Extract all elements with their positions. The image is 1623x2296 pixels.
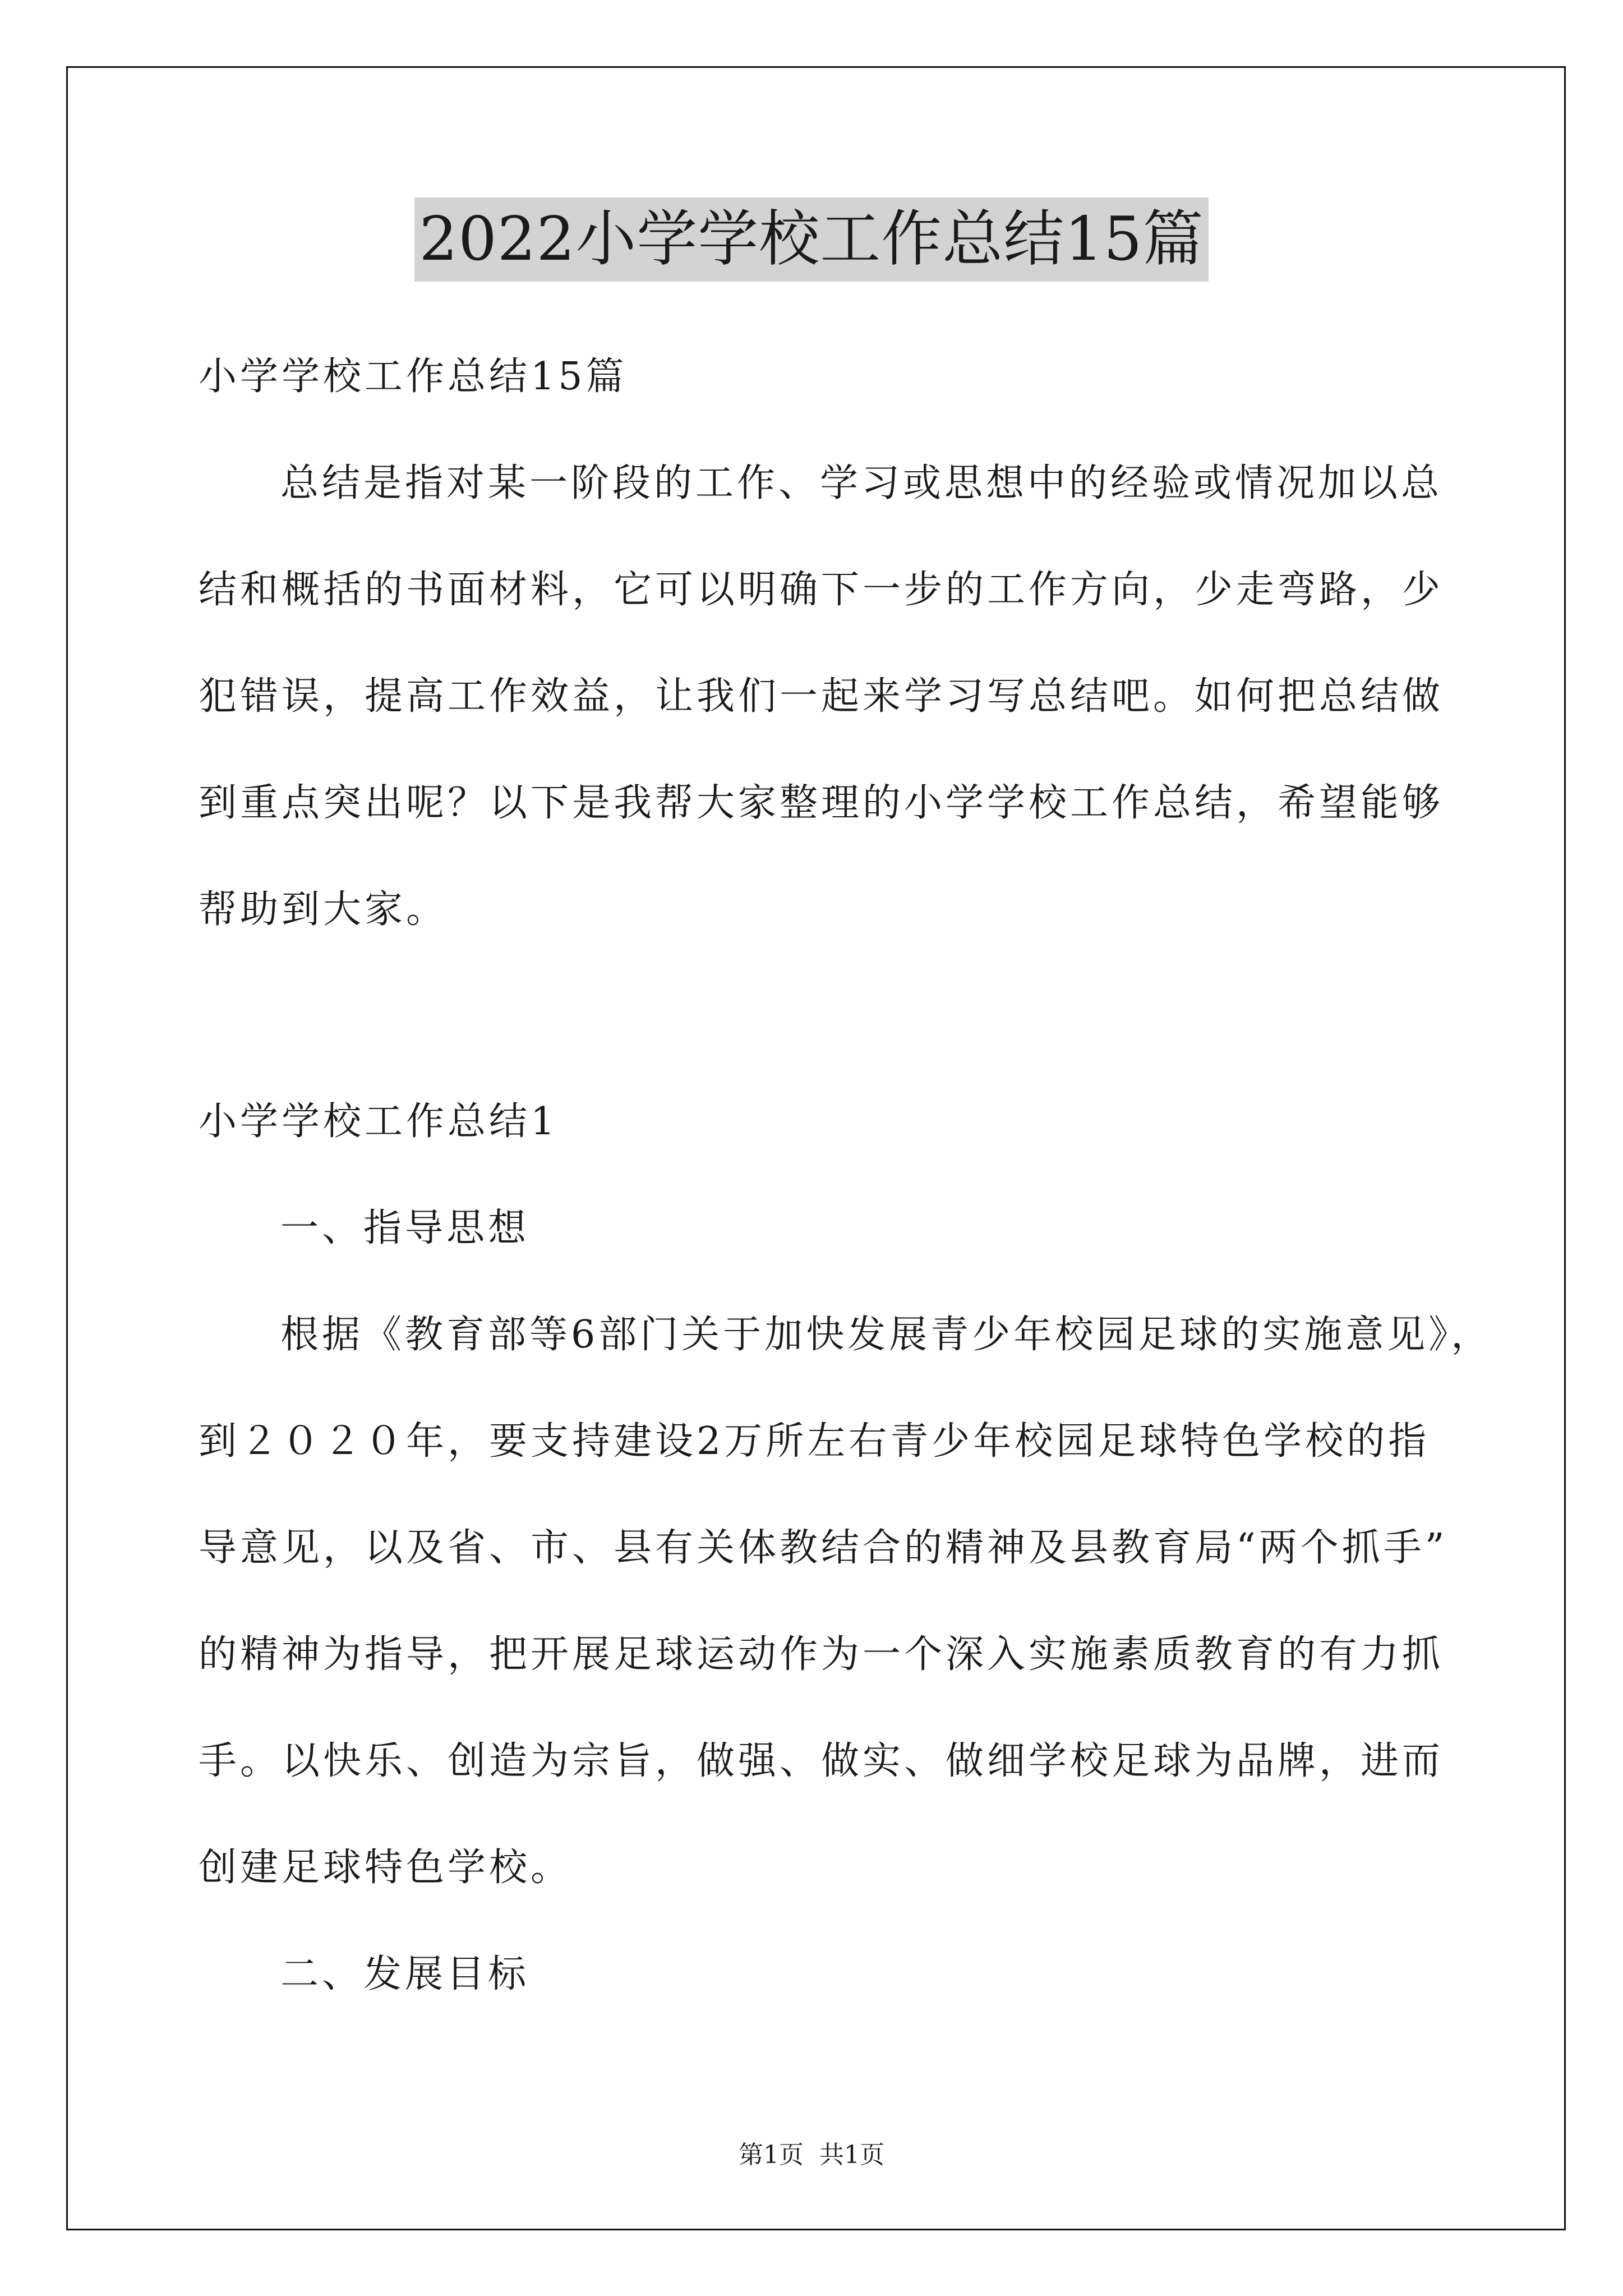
part1-line-5: 手。以快乐、创造为宗旨，做强、做实、做细学校足球为品牌，进而 [199,1739,1444,1783]
document-title: 2022小学学校工作总结15篇 [414,197,1208,282]
intro-line-3: 犯错误，提高工作效益，让我们一起来学习写总结吧。如何把总结做 [199,674,1444,719]
part1-line-4: 的精神为指导，把开展足球运动作为一个深入实施素质教育的有力抓 [199,1632,1444,1677]
part1-line-2: 到２０２０年，要支持建设2万所左右青少年校园足球特色学校的指 [199,1419,1430,1464]
part2-heading: 二、发展目标 [280,1952,530,1996]
intro-line-1: 总结是指对某一阶段的工作、学习或思想中的经验或情况加以总 [280,461,1443,505]
part1-heading: 一、指导思想 [280,1206,530,1250]
part1-line-3: 导意见，以及省、市、县有关体教结合的精神及县教育局“两个抓手” [199,1526,1448,1570]
page-total: 共1页 [819,2141,884,2169]
intro-line-2: 结和概括的书面材料，它可以明确下一步的工作方向，少走弯路，少 [199,568,1444,612]
title-container [0,197,1623,282]
document-subtitle: 小学学校工作总结15篇 [199,355,628,399]
page-number: 第1页 [739,2141,804,2169]
page-footer [0,2138,1623,2172]
section-heading: 小学学校工作总结1 [199,1099,559,1144]
intro-line-4: 到重点突出呢？以下是我帮大家整理的小学学校工作总结，希望能够 [199,781,1444,825]
part1-line-1: 根据《教育部等6部门关于加快发展青少年校园足球的实施意见》， [280,1313,1493,1357]
part1-line-6: 创建足球特色学校。 [199,1846,573,1890]
intro-line-5: 帮助到大家。 [199,887,448,932]
